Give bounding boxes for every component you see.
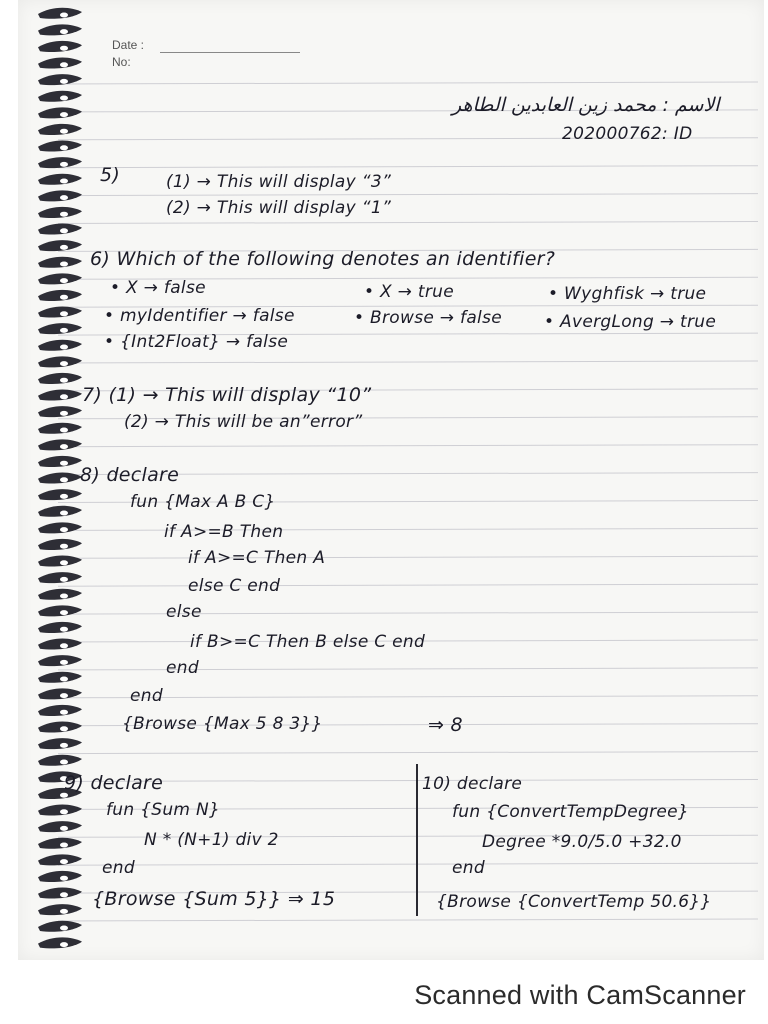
spiral-ring: [38, 522, 82, 533]
q9-line: 9) declare: [64, 772, 164, 794]
binding-hole: [60, 760, 68, 765]
binding-hole: [60, 477, 68, 482]
date-label: Date :: [112, 38, 145, 52]
binding-hole: [60, 262, 68, 267]
binding-hole: [60, 826, 68, 831]
binding-hole: [60, 677, 68, 682]
binding-hole: [60, 926, 68, 931]
spiral-ring: [38, 107, 82, 118]
spiral-ring: [38, 755, 82, 766]
binding-hole: [60, 13, 68, 18]
spiral-ring: [38, 174, 82, 185]
binding-hole: [60, 693, 68, 698]
ruled-line: [58, 919, 758, 921]
spiral-ring: [38, 307, 82, 318]
spiral-ring: [38, 58, 82, 69]
q8-line: 8) declare: [80, 464, 180, 486]
student-name: الاسم : محمد زين العابدين الطاهر: [452, 94, 720, 116]
spiral-ring: [38, 124, 82, 135]
binding-hole: [60, 876, 68, 881]
binding-hole: [60, 494, 68, 499]
binding-hole: [60, 311, 68, 316]
binding-hole: [60, 859, 68, 864]
binding-hole: [60, 378, 68, 383]
spiral-ring: [38, 489, 82, 500]
binding-hole: [60, 660, 68, 665]
spiral-ring: [38, 406, 82, 417]
binding-hole: [60, 162, 68, 167]
ruled-line: [58, 752, 758, 754]
ruled-line: [58, 166, 758, 168]
binding-hole: [60, 29, 68, 34]
binding-hole: [60, 328, 68, 333]
q8-line: else C end: [188, 576, 281, 596]
spiral-ring: [38, 240, 82, 251]
spiral-ring: [38, 821, 82, 832]
spiral-ring: [38, 290, 82, 301]
binding-hole: [60, 195, 68, 200]
spiral-ring: [38, 871, 82, 882]
q6-item: • AvergLong → true: [544, 312, 717, 332]
spiral-ring: [38, 456, 82, 467]
spiral-ring: [38, 589, 82, 600]
binding-hole: [60, 892, 68, 897]
q8-line: end: [166, 658, 199, 678]
binding-hole: [60, 726, 68, 731]
spiral-ring: [38, 74, 82, 85]
spiral-ring: [38, 340, 82, 351]
binding-hole: [60, 62, 68, 67]
spiral-ring: [38, 8, 82, 19]
binding-hole: [60, 444, 68, 449]
spiral-ring: [38, 207, 82, 218]
binding-hole: [60, 809, 68, 814]
q8-line: end: [130, 686, 163, 706]
spiral-ring: [38, 356, 82, 367]
spiral-ring: [38, 937, 82, 948]
binding-hole: [60, 245, 68, 250]
q10-line: end: [452, 858, 485, 878]
spiral-ring: [38, 738, 82, 749]
ruled-line: [58, 584, 758, 586]
q6-question: 6) Which of the following denotes an identifier?: [90, 248, 556, 270]
q6-item: • X → false: [110, 278, 206, 298]
ruled-line: [58, 194, 758, 196]
q6-item: • Browse → false: [354, 308, 502, 328]
binding-hole: [60, 610, 68, 615]
ruled-line: [58, 668, 758, 670]
q10-line: {Browse {ConvertTemp 50.6}}: [436, 892, 712, 912]
spiral-ring: [38, 722, 82, 733]
ruled-line: [58, 612, 758, 614]
binding-hole: [60, 461, 68, 466]
spiral-ring: [38, 473, 82, 484]
student-id: 202000762: ID: [562, 124, 693, 144]
binding-hole: [60, 560, 68, 565]
binding-hole: [60, 145, 68, 150]
q10-line: 10) declare: [422, 774, 523, 794]
ruled-line: [58, 82, 758, 84]
binding-hole: [60, 710, 68, 715]
spiral-ring: [38, 805, 82, 816]
binding-hole: [60, 594, 68, 599]
binding-hole: [60, 428, 68, 433]
spiral-ring: [38, 655, 82, 666]
spiral-ring: [38, 622, 82, 633]
q9-line: end: [102, 858, 135, 878]
binding-hole: [60, 96, 68, 101]
q9-line: {Browse {Sum 5}} ⇒ 15: [92, 888, 336, 910]
binding-hole: [60, 394, 68, 399]
ruled-line: [58, 696, 758, 698]
q8-line: fun {Max A B C}: [130, 492, 276, 512]
spiral-ring: [38, 572, 82, 583]
q6-item: • myIdentifier → false: [104, 306, 295, 326]
binding-hole: [60, 345, 68, 350]
no-label: No:: [112, 55, 131, 69]
column-divider: [416, 764, 418, 916]
q8-line: if A>=B Then: [164, 522, 284, 542]
ruled-line: [58, 556, 758, 558]
binding-hole: [60, 643, 68, 648]
q6-item: • Wyghfisk → true: [548, 284, 707, 304]
spiral-ring: [38, 539, 82, 550]
binding-hole: [60, 909, 68, 914]
spiral-ring: [38, 190, 82, 201]
spiral-ring: [38, 323, 82, 334]
spiral-ring: [38, 888, 82, 899]
spiral-ring: [38, 904, 82, 915]
q10-line: fun {ConvertTempDegree}: [452, 802, 690, 822]
spiral-ring: [38, 157, 82, 168]
ruled-line: [58, 361, 758, 363]
q9-line: N * (N+1) div 2: [144, 830, 279, 850]
binding-hole: [60, 627, 68, 632]
spiral-ring: [38, 838, 82, 849]
binding-hole: [60, 411, 68, 416]
q7-line1: 7) (1) → This will display “10”: [82, 384, 372, 406]
spiral-ring: [38, 506, 82, 517]
spiral-ring: [38, 921, 82, 932]
q5-number: 5): [100, 164, 121, 186]
date-underline: [160, 52, 300, 53]
spiral-ring: [38, 423, 82, 434]
q8-line: {Browse {Max 5 8 3}}: [122, 714, 323, 734]
binding-hole: [60, 79, 68, 84]
binding-hole: [60, 278, 68, 283]
q8-line: else: [166, 602, 202, 622]
spiral-ring: [38, 556, 82, 567]
binding-hole: [60, 743, 68, 748]
spiral-binding: [0, 0, 90, 960]
q6-item: • {Int2Float} → false: [104, 332, 289, 352]
spiral-ring: [38, 672, 82, 683]
binding-hole: [60, 843, 68, 848]
spiral-ring: [38, 24, 82, 35]
ruled-line: [58, 863, 758, 865]
spiral-ring: [38, 705, 82, 716]
binding-hole: [60, 129, 68, 134]
camscanner-watermark: Scanned with CamScanner: [414, 980, 746, 1010]
binding-hole: [60, 228, 68, 233]
spiral-ring: [38, 439, 82, 450]
binding-hole: [60, 46, 68, 51]
q5-line2: (2) → This will display “1”: [166, 198, 392, 218]
spiral-ring: [38, 688, 82, 699]
spiral-ring: [38, 273, 82, 284]
spiral-ring: [38, 390, 82, 401]
ruled-line: [58, 445, 758, 447]
q8-result: ⇒ 8: [428, 714, 463, 736]
q5-line1: (1) → This will display “3”: [166, 172, 392, 192]
q7-line2: (2) → This will be an”error”: [124, 412, 363, 432]
binding-hole: [60, 577, 68, 582]
q6-item: • X → true: [364, 282, 455, 302]
binding-hole: [60, 942, 68, 947]
binding-hole: [60, 361, 68, 366]
q9-line: fun {Sum N}: [106, 800, 221, 820]
binding-hole: [60, 527, 68, 532]
ruled-line: [58, 222, 758, 224]
spiral-ring: [38, 141, 82, 152]
spiral-ring: [38, 639, 82, 650]
q10-line: Degree *9.0/5.0 +32.0: [482, 832, 682, 852]
binding-hole: [60, 511, 68, 516]
binding-hole: [60, 295, 68, 300]
spiral-ring: [38, 257, 82, 268]
binding-hole: [60, 212, 68, 217]
binding-hole: [60, 179, 68, 184]
ruled-line: [58, 528, 758, 530]
binding-hole: [60, 544, 68, 549]
spiral-ring: [38, 373, 82, 384]
q8-line: if B>=C Then B else C end: [190, 632, 426, 652]
spiral-ring: [38, 91, 82, 102]
binding-hole: [60, 112, 68, 117]
spiral-ring: [38, 854, 82, 865]
spiral-ring: [38, 224, 82, 235]
spiral-ring: [38, 605, 82, 616]
spiral-ring: [38, 41, 82, 52]
q8-line: if A>=C Then A: [188, 548, 326, 568]
